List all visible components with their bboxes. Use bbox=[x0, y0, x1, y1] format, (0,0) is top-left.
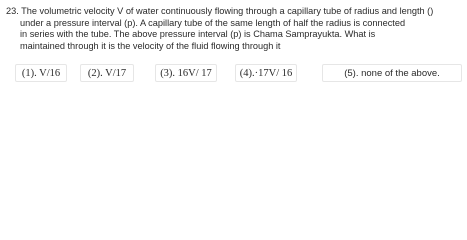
option-4[interactable] bbox=[235, 64, 297, 82]
question-text bbox=[6, 6, 462, 52]
option-1[interactable] bbox=[15, 64, 67, 82]
option-1-label: (1). V/16 bbox=[21, 67, 61, 79]
option-2-label: (2). V/17 bbox=[87, 67, 127, 79]
option-3-label: (3). 16V/ 17 bbox=[160, 67, 212, 79]
question-line-4: maintained through it is the velocity of the fluid flowing through it bbox=[20, 40, 281, 51]
question-line-1: 23. The volumetric velocity V of water continuously flowing through a capillary tube of radius and length () bbox=[6, 6, 434, 16]
option-2[interactable] bbox=[80, 64, 134, 82]
option-5[interactable] bbox=[322, 64, 462, 82]
answer-options bbox=[0, 64, 467, 84]
question-line-3: in series with the tube. The above pressure interval (p) is Chama Samprayukta. What is bbox=[20, 29, 376, 39]
option-5-label: (5). none of the above. bbox=[344, 67, 440, 79]
option-4-label: (4).·17V/ 16 bbox=[239, 67, 293, 79]
question-line-2: under a pressure interval (p). A capillary tube of the same length of half the radius is connected bbox=[20, 17, 406, 28]
question-card bbox=[0, 0, 466, 86]
option-3[interactable] bbox=[155, 64, 217, 82]
